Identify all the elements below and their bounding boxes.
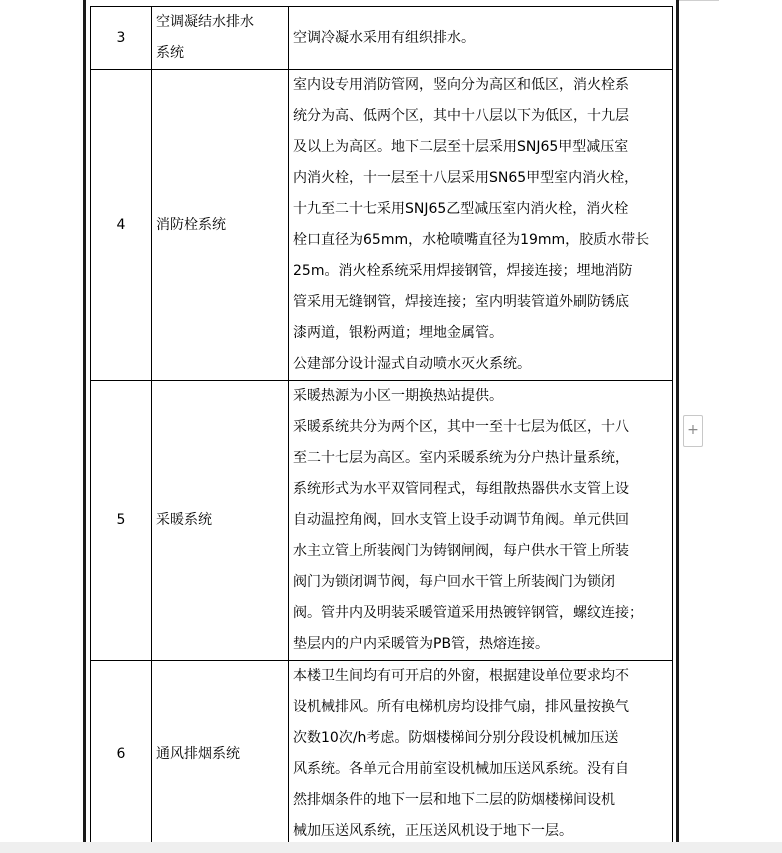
description-line: 设机械排风。所有电梯机房均设排气扇，排风量按换气 (293, 699, 629, 715)
description-line: 栓口直径为65mm，水枪喷嘴直径为19mm，胶质水带长 (293, 232, 650, 248)
bottom-band (0, 842, 782, 853)
system-description (289, 7, 673, 70)
system-name (152, 7, 289, 70)
description-line: 室内设专用消防管网，竖向分为高区和低区，消火栓系 (293, 77, 629, 93)
row-number: 5 (91, 381, 152, 661)
system-name-line: 通风排烟系统 (156, 745, 240, 762)
description-line: 及以上为高区。地下二层至十层采用SNJ65甲型减压室 (293, 139, 629, 155)
expand-button[interactable]: + (683, 415, 703, 447)
description-line: 空调冷凝水采用有组织排水。 (293, 29, 475, 46)
page-right-border (676, 0, 679, 853)
system-name-line: 空调凝结水排水 (156, 14, 254, 30)
system-name (152, 381, 289, 661)
description-line: 水主立管上所装阀门为铸钢闸阀，每户供水干管上所装 (293, 543, 629, 559)
page-left-border (83, 0, 86, 853)
system-name (152, 70, 289, 381)
description-line: 采暖系统共分为两个区，其中一至十七层为低区，十八 (293, 419, 629, 435)
table-row (91, 70, 673, 381)
description-line: 管采用无缝钢管，焊接连接；室内明装管道外刷防锈底 (293, 294, 629, 310)
description-line: 十九至二十七采用SNJ65乙型减压室内消火栓，消火栓 (293, 201, 629, 217)
system-name-line: 消防栓系统 (156, 216, 226, 233)
description-line: 内消火栓，十一层至十八层采用SN65甲型室内消火栓， (293, 170, 639, 186)
description-line: 次数10次/h考虑。防烟楼梯间分别分段设机械加压送 (293, 730, 619, 746)
description-line: 阀门为锁闭调节阀，每户回水干管上所装阀门为锁闭 (293, 574, 615, 590)
description-line: 械加压送风系统，正压送风机设于地下一层。 (293, 823, 573, 839)
description-line: 至二十七层为高区。室内采暖系统为分户热计量系统， (293, 450, 629, 466)
system-description (289, 70, 673, 381)
system-description (289, 381, 673, 661)
table-row (91, 381, 673, 661)
system-description (289, 661, 673, 848)
system-name-line: 系统 (156, 45, 184, 61)
description-line: 公建部分设计湿式自动喷水灭火系统。 (293, 356, 531, 372)
description-line: 漆两道，银粉两道；埋地金属管。 (293, 325, 503, 341)
description-line: 25m。消火栓系统采用焊接钢管，焊接连接；埋地消防 (293, 263, 633, 279)
description-line: 阀。管井内及明装采暖管道采用热镀锌钢管，螺纹连接； (293, 605, 643, 621)
description-line: 然排烟条件的地下一层和地下二层的防烟楼梯间设机 (293, 792, 615, 808)
table-row (91, 661, 673, 848)
description-line: 自动温控角阀，回水支管上设手动调节角阀。单元供回 (293, 512, 629, 528)
row-number: 6 (91, 661, 152, 848)
description-line: 风系统。各单元合用前室设机械加压送风系统。没有自 (293, 761, 629, 777)
row-number: 4 (91, 70, 152, 381)
system-name-line: 采暖系统 (156, 512, 212, 528)
description-line: 垫层内的户内采暖管为PB管，热熔连接。 (293, 636, 550, 652)
table-row (91, 7, 673, 70)
description-line: 本楼卫生间均有可开启的外窗，根据建设单位要求均不 (293, 668, 629, 684)
top-rule (679, 0, 719, 1)
description-line: 采暖热源为小区一期换热站提供。 (293, 388, 503, 404)
description-line: 统分为高、低两个区，其中十八层以下为低区，十九层 (293, 108, 629, 124)
description-line: 系统形式为水平双管同程式，每组散热器供水支管上设 (293, 481, 629, 497)
systems-table (90, 6, 673, 848)
system-name (152, 661, 289, 848)
row-number: 3 (91, 7, 152, 70)
